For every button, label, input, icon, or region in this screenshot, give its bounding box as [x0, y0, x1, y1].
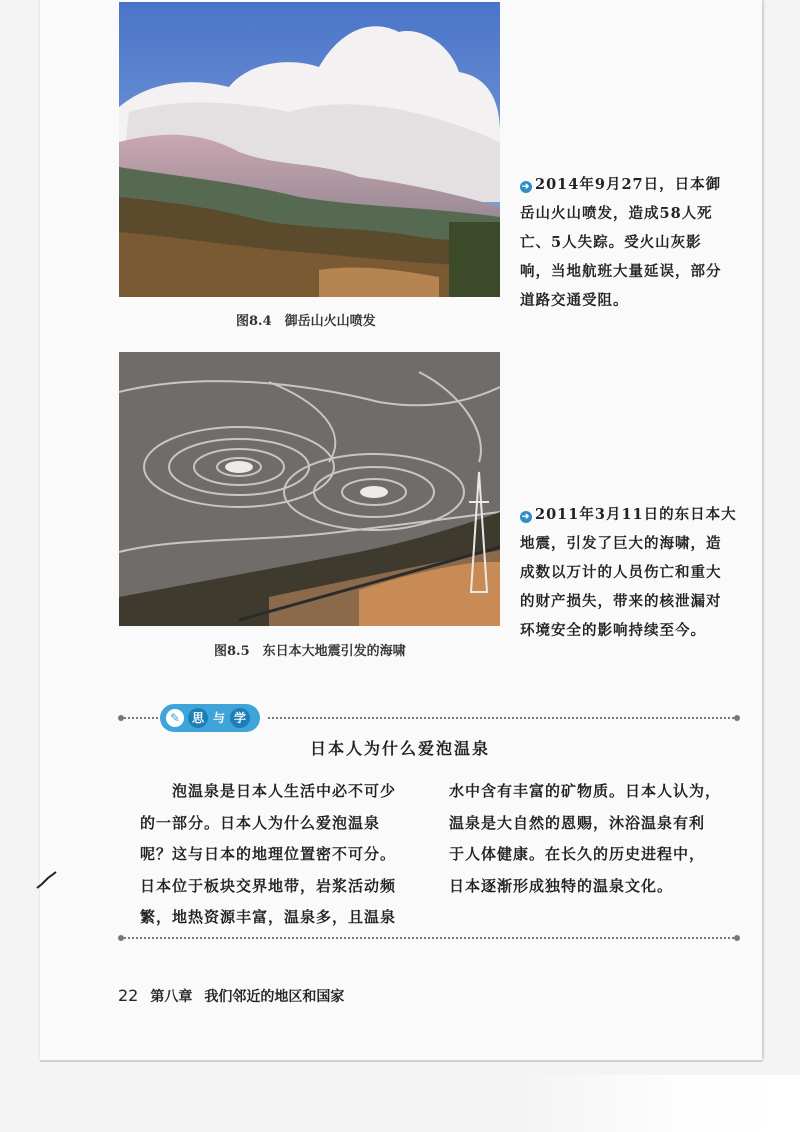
page-number: 22 — [118, 986, 139, 1005]
note-line: ➜ 2014年9月27日，日本御 — [521, 176, 722, 193]
arrow-circle-icon: ➜ — [521, 512, 531, 522]
tsunami-photo — [119, 352, 500, 626]
page-footer — [118, 986, 344, 1006]
body-line: 于人体健康。在长久的历史进程中， — [449, 845, 706, 863]
figure-8-5-note — [520, 500, 737, 645]
section-body-left — [140, 776, 396, 934]
page-edge — [40, 1060, 762, 1062]
note-line: 环境安全的影响持续至今。 — [520, 622, 706, 639]
divider-dot — [734, 935, 740, 941]
body-line: 泡温泉是日本人生活中必不可少 — [140, 782, 397, 800]
note-line: 道路交通受阻。 — [520, 292, 629, 309]
body-line: 日本位于板块交界地带，岩浆活动频 — [140, 876, 397, 895]
body-line: 呢？这与日本的地理位置密不可分。 — [140, 845, 397, 863]
note-line: 亡、5人失踪。受火山灰影 — [520, 234, 702, 251]
chapter-label: 第八章 — [150, 989, 193, 1005]
note-line: 岳山火山喷发，造成58人死 — [520, 205, 713, 222]
note-line: ➜ 2011年3月11日的东日本大 — [521, 506, 737, 523]
think-learn-badge — [160, 704, 260, 732]
section-title: 日本人为什么爱泡温泉 — [309, 739, 490, 758]
section-divider-top-right — [268, 717, 734, 719]
volcano-photo — [119, 2, 500, 297]
figure-8-5-caption: 图8.5 东日本大地震引发的海啸 — [214, 644, 406, 659]
pen-mark-icon — [36, 870, 58, 890]
section-divider-top-left — [124, 717, 158, 719]
section-body-right — [449, 776, 721, 902]
badge-char: 学 — [230, 708, 250, 728]
note-line: 地震，引发了巨大的海啸，造 — [520, 535, 722, 552]
badge-char: 与 — [212, 711, 225, 725]
body-line: 温泉是大自然的恩赐，沐浴温泉有利 — [449, 813, 706, 832]
think-learn-icon: ✎ — [166, 709, 184, 727]
figure-8-4-caption: 图8.4 御岳山火山喷发 — [236, 314, 376, 329]
body-line: 日本逐渐形成独特的温泉文化。 — [449, 876, 674, 895]
section-divider-bottom — [124, 937, 734, 939]
note-line: 成数以万计的人员伤亡和重大 — [520, 564, 722, 581]
figure-8-4-note — [520, 170, 722, 315]
body-line: 繁，地热资源丰富，温泉多，且温泉 — [140, 908, 397, 926]
arrow-circle-icon: ➜ — [521, 182, 531, 192]
note-line: 的财产损失，带来的核泄漏对 — [520, 593, 722, 610]
scan-glare — [520, 1075, 800, 1132]
badge-char: 思 — [188, 708, 208, 728]
body-line: 的一部分。日本人为什么爱泡温泉 — [140, 813, 381, 832]
divider-dot — [734, 715, 740, 721]
body-line: 水中含有丰富的矿物质。日本人认为， — [449, 782, 722, 800]
note-line: 响，当地航班大量延误，部分 — [520, 263, 722, 280]
chapter-title: 我们邻近的地区和国家 — [204, 989, 345, 1005]
